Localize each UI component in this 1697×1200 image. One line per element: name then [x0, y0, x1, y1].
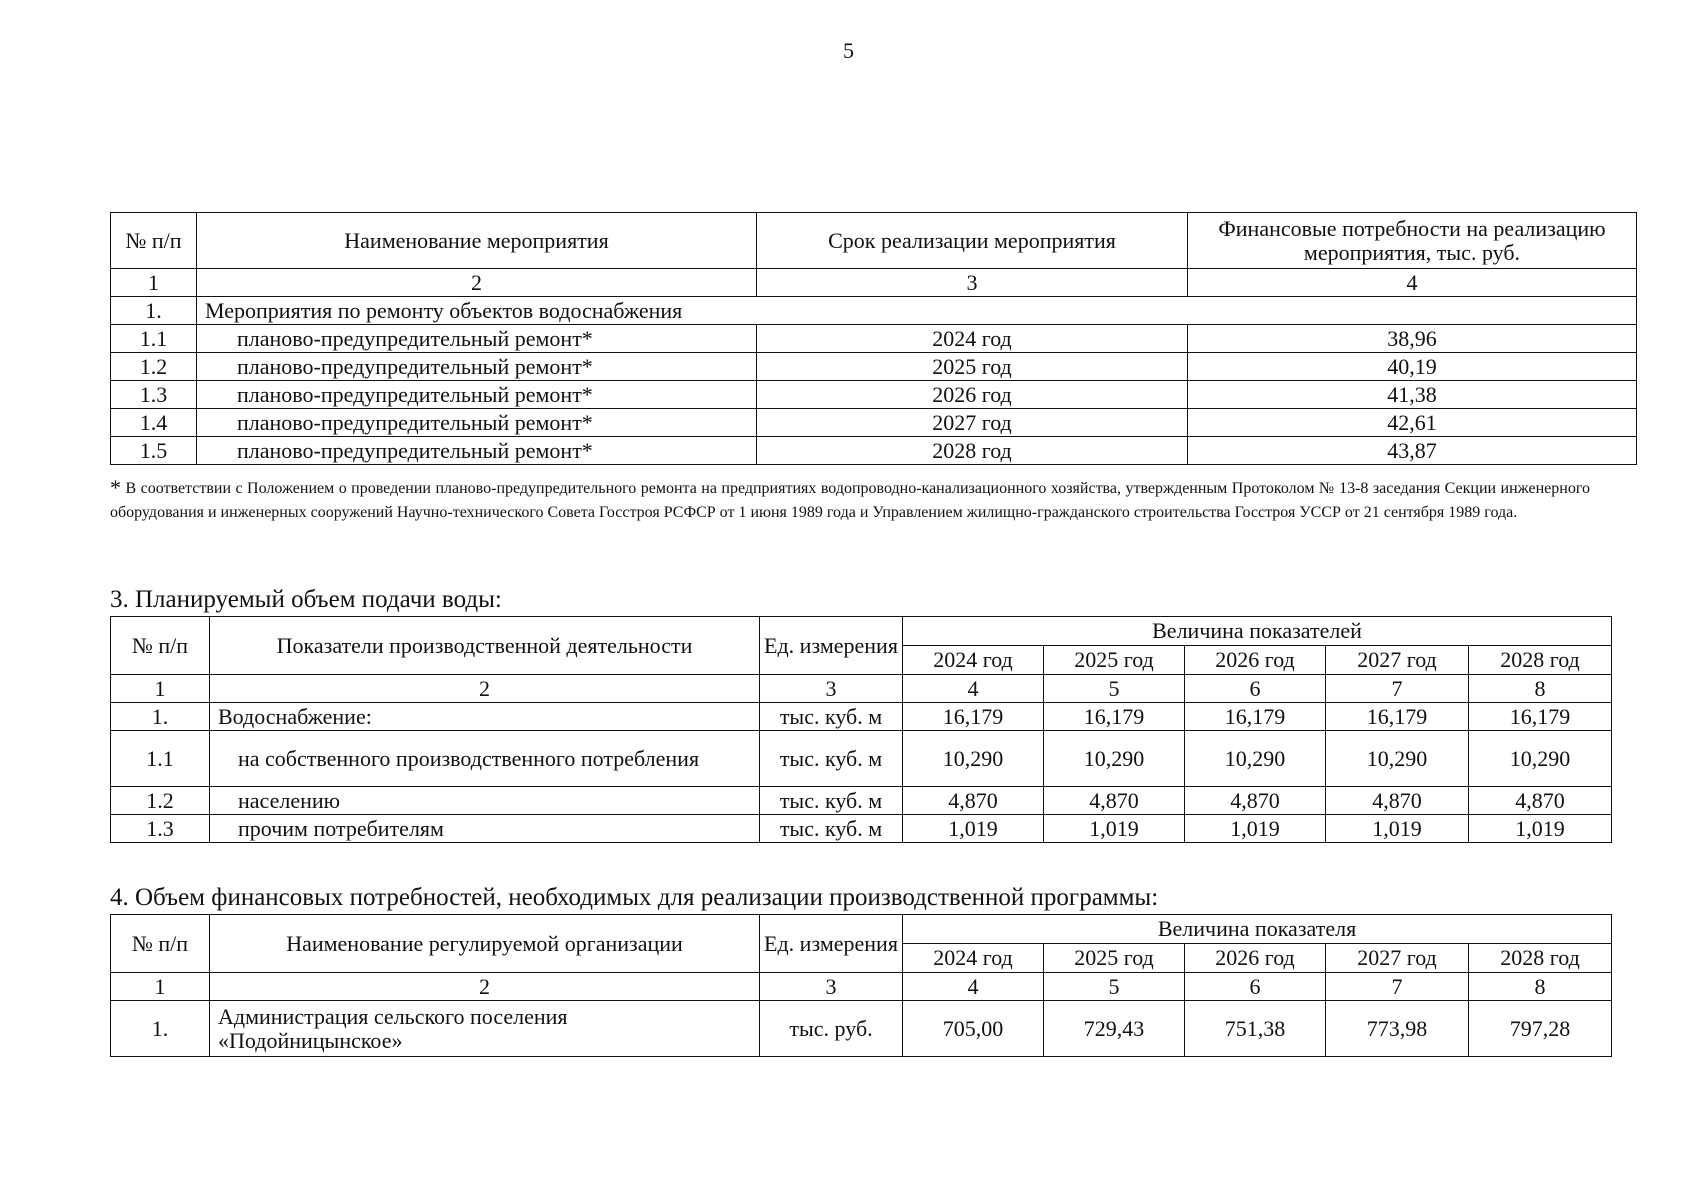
row-num: 1.1: [111, 731, 210, 787]
row-unit: тыс. куб. м: [760, 731, 903, 787]
col-number: 7: [1326, 973, 1469, 1001]
row-value: 751,38: [1185, 1001, 1326, 1057]
col-number: 3: [757, 269, 1188, 297]
header-unit: Ед. измерения: [760, 617, 903, 675]
row-value: 4,870: [1185, 787, 1326, 815]
row-value: 16,179: [1326, 703, 1469, 731]
table-row: [111, 703, 1612, 731]
header-num: № п/п: [111, 915, 210, 973]
header-finance: Финансовые потребности на реализацию мероприятия, тыс. руб.: [1188, 213, 1637, 269]
row-value: 1,019: [1044, 815, 1185, 843]
header-year: 2026 год: [1185, 944, 1326, 973]
row-unit: тыс. куб. м: [760, 815, 903, 843]
table-row: [111, 787, 1612, 815]
footnote-text: В соответствии с Положением о проведении планово-предупредительного ремонта на предприятиях водопроводно-канализационного хозяйства, утвержденным Протоколом № 13-8 заседания Секции инженерного оборудования и инженерных сооружений Научно-технического Совета Госстроя РСФСР от 1 июня 1989 года и Управлением жилищно-гражданского строительства Госстроя УССР от 21 сентября 1989 года.: [110, 480, 1591, 521]
row-num: 1.3: [111, 815, 210, 843]
row-unit: тыс. куб. м: [760, 787, 903, 815]
row-value: 43,87: [1188, 437, 1637, 465]
row-name: планово-предупредительный ремонт*: [197, 437, 757, 465]
table-row: [111, 815, 1612, 843]
table-row: [111, 437, 1637, 465]
header-name: Показатели производственной деятельности: [210, 617, 760, 675]
row-num: 1.: [111, 703, 210, 731]
table-row: [111, 731, 1612, 787]
footnote-star: *: [110, 475, 121, 500]
row-name: планово-предупредительный ремонт*: [197, 381, 757, 409]
col-number: 2: [210, 675, 760, 703]
row-num: 1.1: [111, 325, 197, 353]
row-value: 4,870: [1326, 787, 1469, 815]
header-year: 2024 год: [903, 944, 1044, 973]
row-unit: тыс. руб.: [760, 1001, 903, 1057]
col-number: 1: [111, 269, 197, 297]
header-name: Наименование мероприятия: [197, 213, 757, 269]
header-year: 2027 год: [1326, 646, 1469, 675]
row-value: 4,870: [1044, 787, 1185, 815]
header-year: 2025 год: [1044, 646, 1185, 675]
col-number: 4: [903, 675, 1044, 703]
col-number: 6: [1185, 973, 1326, 1001]
header-value-group: Величина показателей: [903, 617, 1612, 646]
col-number: 8: [1469, 675, 1612, 703]
table-row: [111, 381, 1637, 409]
row-num: 1.2: [111, 787, 210, 815]
row-value: 1,019: [903, 815, 1044, 843]
row-name: Администрация сельского поселения «Подойницынское»: [210, 1001, 760, 1057]
page-number: 5: [843, 38, 854, 63]
row-value: 40,19: [1188, 353, 1637, 381]
row-num: 1.4: [111, 409, 197, 437]
col-number: 7: [1326, 675, 1469, 703]
header-year: 2026 год: [1185, 646, 1326, 675]
col-number: 5: [1044, 973, 1185, 1001]
col-number: 2: [210, 973, 760, 1001]
section4-title: 4. Объем финансовых потребностей, необходимых для реализации производственной программы:: [110, 884, 1159, 911]
row-name: планово-предупредительный ремонт*: [197, 409, 757, 437]
row-value: 1,019: [1469, 815, 1612, 843]
row-value: 10,290: [1469, 731, 1612, 787]
row-value: 729,43: [1044, 1001, 1185, 1057]
row-term: 2025 год: [757, 353, 1188, 381]
table-row: [111, 1001, 1612, 1057]
col-number: 3: [760, 675, 903, 703]
col-number: 3: [760, 973, 903, 1001]
row-num: 1.3: [111, 381, 197, 409]
col-number: 6: [1185, 675, 1326, 703]
row-value: 41,38: [1188, 381, 1637, 409]
row-value: 16,179: [1044, 703, 1185, 731]
col-number: 4: [1188, 269, 1637, 297]
financial-needs-table: [110, 914, 1612, 1057]
header-year: 2028 год: [1469, 944, 1612, 973]
row-value: 4,870: [1469, 787, 1612, 815]
table-row: [111, 409, 1637, 437]
header-year: 2028 год: [1469, 646, 1612, 675]
row-value: 16,179: [1469, 703, 1612, 731]
row-value: 10,290: [903, 731, 1044, 787]
row-name: прочим потребителям: [210, 815, 760, 843]
row-value: 38,96: [1188, 325, 1637, 353]
repair-measures-table: [110, 212, 1637, 465]
table-row: [111, 353, 1637, 381]
col-number: 2: [197, 269, 757, 297]
header-year: 2024 год: [903, 646, 1044, 675]
row-name: на собственного производственного потребления: [210, 731, 760, 787]
footnote: [110, 476, 1590, 525]
row-name: планово-предупредительный ремонт*: [197, 325, 757, 353]
header-year: 2027 год: [1326, 944, 1469, 973]
header-term: Срок реализации мероприятия: [757, 213, 1188, 269]
row-value: 16,179: [1185, 703, 1326, 731]
row-value: 42,61: [1188, 409, 1637, 437]
row-num: 1.: [111, 1001, 210, 1057]
table-row: [111, 325, 1637, 353]
section-row-name: Мероприятия по ремонту объектов водоснабжения: [197, 297, 1637, 325]
row-name: населению: [210, 787, 760, 815]
header-unit: Ед. измерения: [760, 915, 903, 973]
row-value: 16,179: [903, 703, 1044, 731]
row-name: планово-предупредительный ремонт*: [197, 353, 757, 381]
row-term: 2026 год: [757, 381, 1188, 409]
row-value: 773,98: [1326, 1001, 1469, 1057]
row-unit: тыс. куб. м: [760, 703, 903, 731]
row-num: 1.5: [111, 437, 197, 465]
row-term: 2024 год: [757, 325, 1188, 353]
header-num: № п/п: [111, 213, 197, 269]
col-number: 1: [111, 675, 210, 703]
col-number: 1: [111, 973, 210, 1001]
col-number: 4: [903, 973, 1044, 1001]
row-value: 10,290: [1044, 731, 1185, 787]
row-term: 2028 год: [757, 437, 1188, 465]
section-row-num: 1.: [111, 297, 197, 325]
header-num: № п/п: [111, 617, 210, 675]
row-value: 1,019: [1326, 815, 1469, 843]
row-value: 1,019: [1185, 815, 1326, 843]
row-value: 797,28: [1469, 1001, 1612, 1057]
header-name: Наименование регулируемой организации: [210, 915, 760, 973]
col-number: 8: [1469, 973, 1612, 1001]
row-value: 4,870: [903, 787, 1044, 815]
row-num: 1.2: [111, 353, 197, 381]
header-year: 2025 год: [1044, 944, 1185, 973]
water-supply-volume-table: [110, 616, 1612, 843]
row-name: Водоснабжение:: [210, 703, 760, 731]
row-term: 2027 год: [757, 409, 1188, 437]
row-value: 705,00: [903, 1001, 1044, 1057]
section3-title: 3. Планируемый объем подачи воды:: [110, 586, 502, 613]
col-number: 5: [1044, 675, 1185, 703]
header-value-group: Величина показателя: [903, 915, 1612, 944]
row-value: 10,290: [1185, 731, 1326, 787]
row-value: 10,290: [1326, 731, 1469, 787]
